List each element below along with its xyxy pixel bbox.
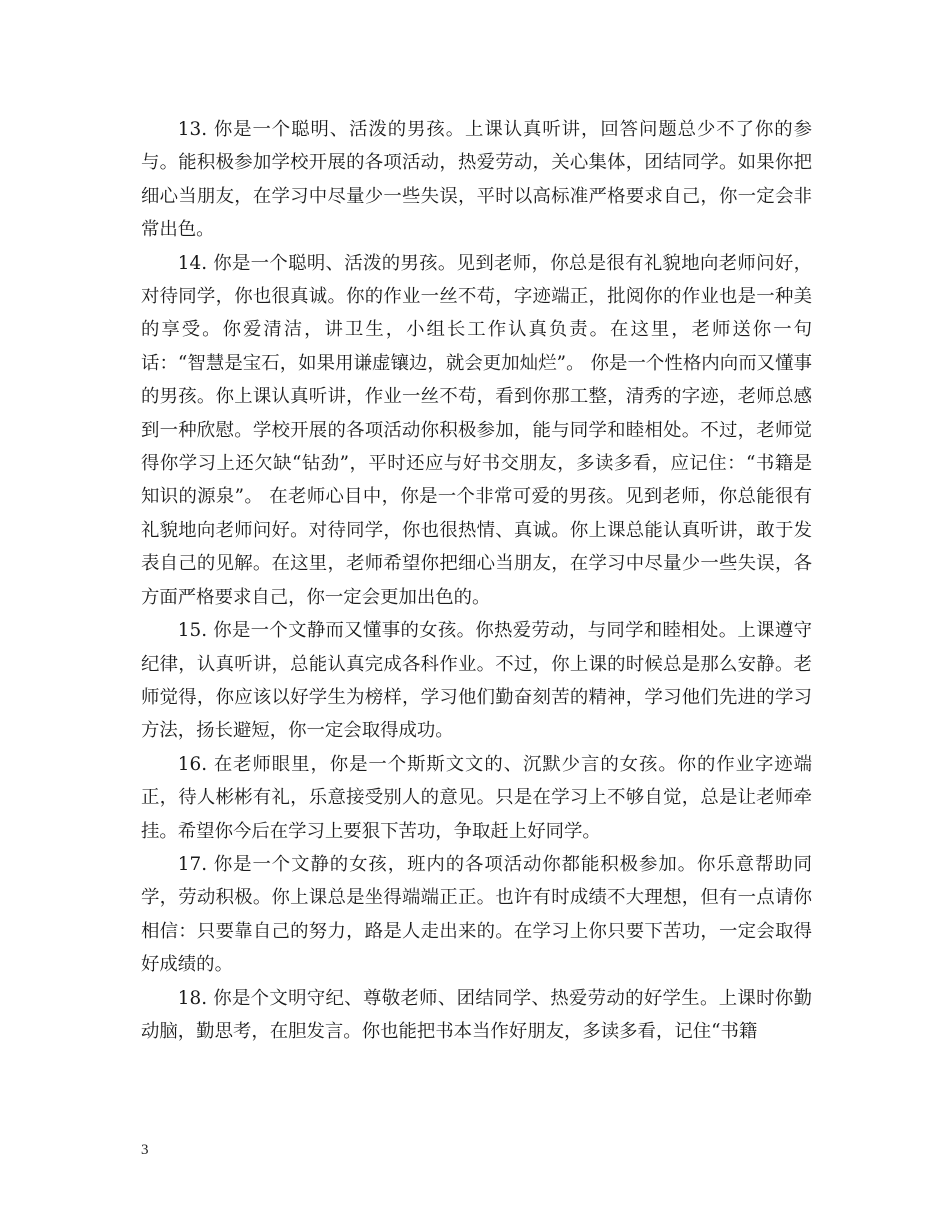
paragraph-17: 17. 你是一个文静的女孩，班内的各项活动你都能积极参加。你乐意帮助同学，劳动积极。你上课总是坐得端端正正。也许有时成绩不大理想，但有一点请你相信：只要靠自己的努力，路是人走出来的。在学习上你只要下苦功，一定会取得好成绩的。 [141, 853, 812, 976]
paragraph-14: 14. 你是一个聪明、活泼的男孩。见到老师，你总是很有礼貌地向老师问好，对待同学，你也很真诚。你的作业一丝不苟，字迹端正，批阅你的作业也是一种美的享受。你爱清洁，讲卫生，小组长工作认真负责。在这里，老师送你一句话：“智慧是宝石，如果用谦虚镶边，就会更加灿烂”。 你是一个性格内向而又懂事的男孩。你上课认真听讲，作业一丝不苟，看到你那工整，清秀的字迹，老师总感到一种欣慰。学校开展的各项活动你积极参加，能与同学和睦相处。不过，老师觉得你学习上还欠缺“钻劲”，平时还应与好书交朋友，多读多看，应记住：“书籍是知识的源泉”。 在老师心目中，你是一个非常可爱的男孩。见到老师，你总能很有礼貌地向老师问好。对待同学，你也很热情、真诚。你上课总能认真听讲，敢于发表自己的见解。在这里，老师希望你把细心当朋友，在学习中尽量少一些失误，各方面严格要求自己，你一定会更加出色的。 [141, 252, 812, 608]
paragraph-15: 15. 你是一个文静而又懂事的女孩。你热爱劳动，与同学和睦相处。上课遵守纪律，认真听讲，总能认真完成各科作业。不过，你上课的时候总是那么安静。老师觉得，你应该以好学生为榜样，学习他们勤奋刻苦的精神，学习他们先进的学习方法，扬长避短，你一定会取得成功。 [141, 620, 812, 742]
paragraph-18: 18. 你是个文明守纪、尊敬老师、团结同学、热爱劳动的好学生。上课时你勤动脑，勤思考，在胆发言。你也能把书本当作好朋友，多读多看，记住“书籍 [141, 987, 812, 1042]
page-number: 3 [141, 1142, 149, 1158]
paragraph-16: 16. 在老师眼里，你是一个斯斯文文的、沉默少言的女孩。你的作业字迹端正，待人彬彬有礼，乐意接受别人的意见。只是在学习上不够自觉，总是让老师牵挂。希望你今后在学习上要狠下苦功，争取赶上好同学。 [141, 753, 812, 842]
document-body [141, 113, 812, 1048]
paragraph-13: 13. 你是一个聪明、活泼的男孩。上课认真听讲，回答问题总少不了你的参与。能积极参加学校开展的各项活动，热爱劳动，关心集体，团结同学。如果你把细心当朋友，在学习中尽量少一些失误，平时以高标准严格要求自己，你一定会非常出色。 [141, 119, 812, 241]
